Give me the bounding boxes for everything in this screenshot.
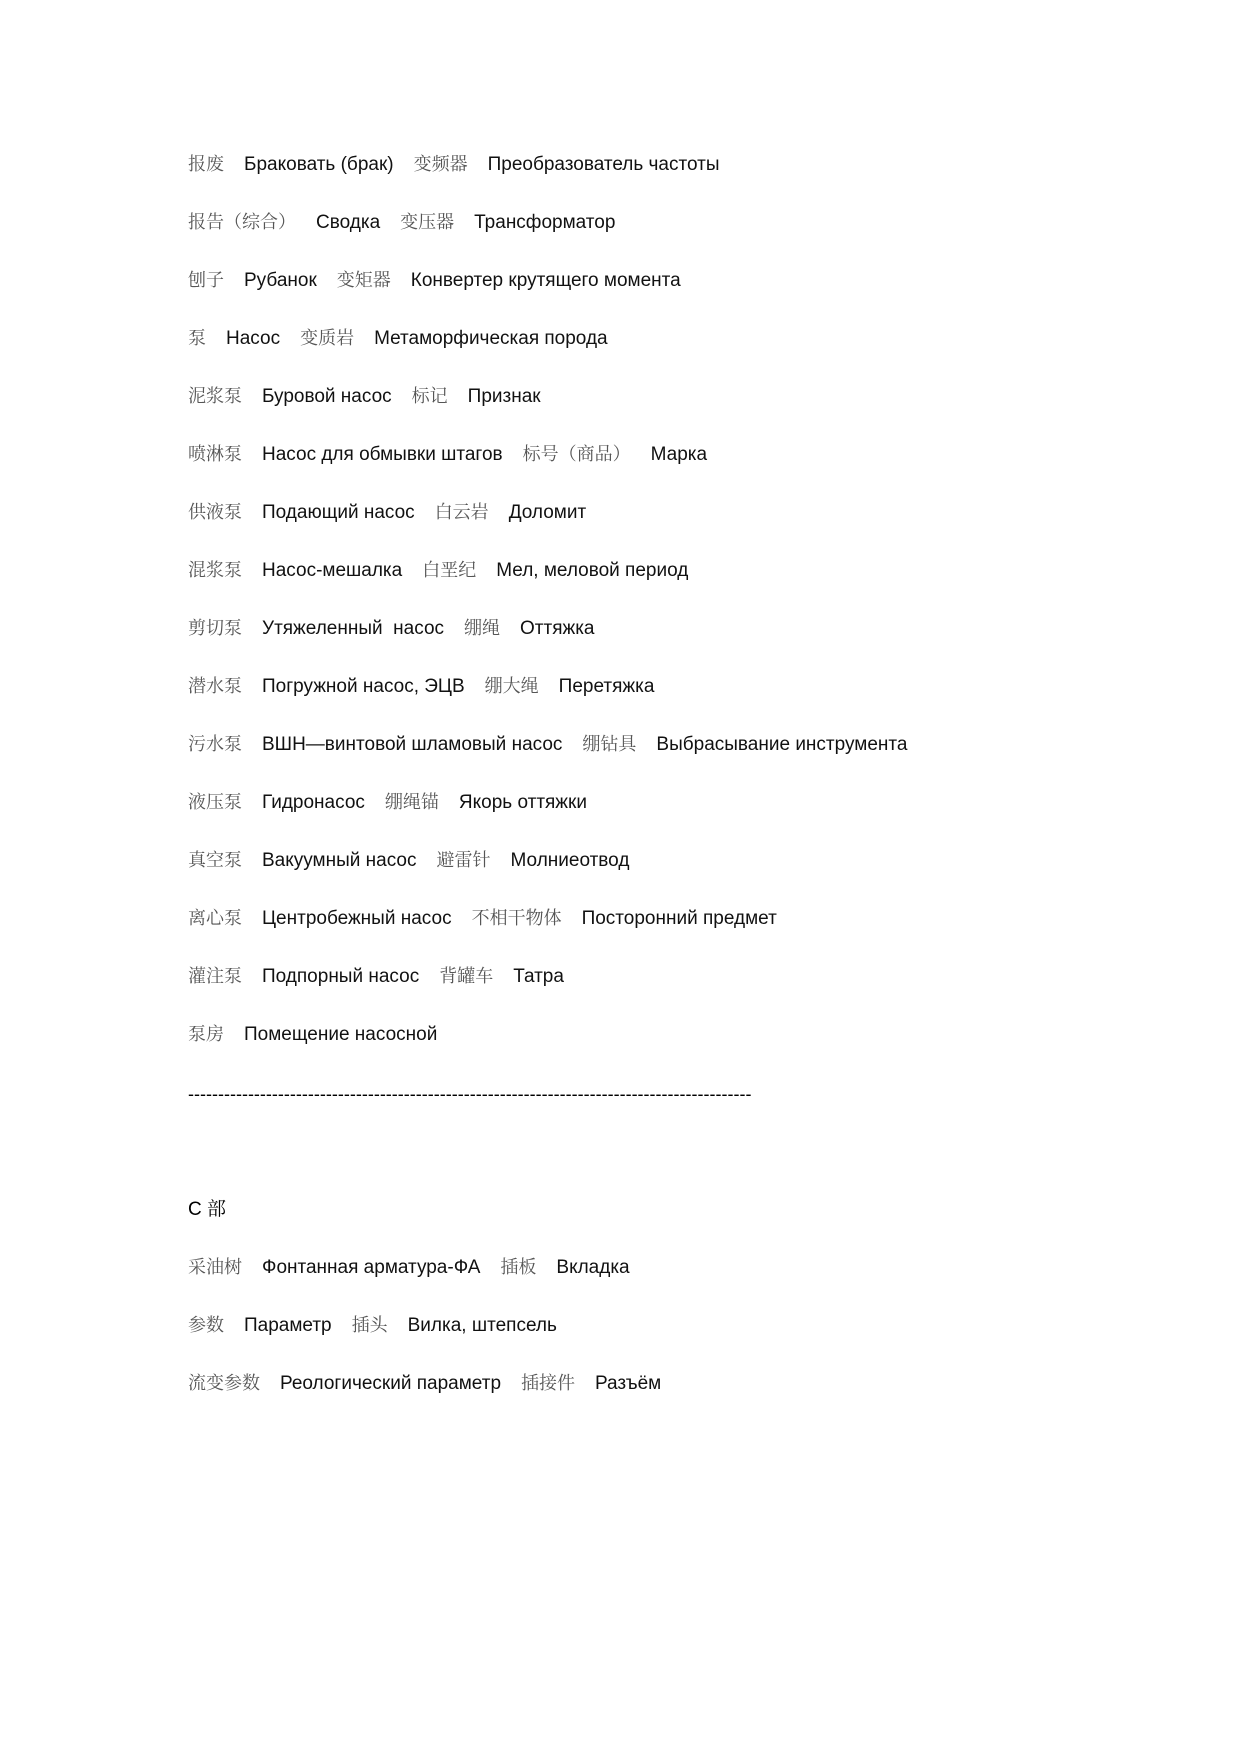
chinese-term: 真空泵 — [188, 850, 242, 871]
glossary-row — [188, 673, 654, 701]
russian-term: Мел, меловой период — [496, 560, 689, 581]
chinese-term: 采油树 — [188, 1257, 242, 1278]
chinese-term: 报告（综合） — [188, 212, 296, 233]
chinese-term: 插板 — [500, 1257, 537, 1278]
chinese-term: 标号（商品） — [522, 444, 631, 465]
chinese-term: 背罐车 — [439, 966, 494, 987]
russian-term: Посторонний предмет — [581, 908, 777, 929]
chinese-term: 绷大绳 — [484, 676, 539, 697]
russian-term: Насос — [226, 328, 281, 349]
russian-term: Реологический параметр — [280, 1373, 502, 1394]
russian-term: Молниеотвод — [510, 850, 630, 871]
glossary-row — [188, 905, 777, 933]
chinese-term: 变质岩 — [300, 328, 355, 349]
russian-term: Марка — [650, 444, 708, 465]
russian-term: Признак — [467, 386, 541, 407]
glossary-row — [188, 441, 707, 469]
russian-term: Вакуумный насос — [262, 850, 417, 871]
chinese-term: 参数 — [188, 1315, 224, 1336]
chinese-term: 变矩器 — [336, 270, 391, 291]
section-separator: ---------------------------------------------------------------------------------------------- — [188, 1084, 752, 1104]
chinese-term: 潜水泵 — [188, 676, 242, 697]
chinese-term: 插头 — [351, 1315, 388, 1336]
glossary-row — [188, 209, 615, 237]
russian-term: Погружной насос, ЭЦВ — [262, 676, 465, 697]
russian-term: Буровой насос — [262, 386, 392, 407]
chinese-term: 白云岩 — [434, 502, 489, 523]
russian-term: Центробежный насос — [262, 908, 452, 929]
chinese-term: 绷绳锚 — [384, 792, 439, 813]
russian-term: Доломит — [508, 502, 587, 523]
glossary-row — [188, 731, 907, 759]
chinese-term: 液压泵 — [188, 792, 242, 813]
chinese-term: 污水泵 — [188, 734, 242, 755]
glossary-row — [188, 1312, 557, 1340]
russian-term: Конвертер крутящего момента — [410, 270, 681, 291]
russian-term: Вкладка — [556, 1257, 630, 1278]
glossary-row — [188, 499, 586, 527]
chinese-term: 泵 — [188, 328, 206, 349]
chinese-term: 标记 — [411, 386, 448, 407]
glossary-row — [188, 789, 587, 817]
russian-term: Трансформатор — [474, 212, 616, 233]
chinese-term: 混浆泵 — [188, 560, 242, 581]
glossary-row — [188, 1254, 630, 1282]
glossary-row — [188, 615, 595, 643]
chinese-term: 流变参数 — [188, 1373, 260, 1394]
chinese-term: 喷淋泵 — [188, 444, 242, 465]
chinese-term: 绷绳 — [464, 618, 501, 639]
russian-term: Выбрасывание инструмента — [656, 734, 908, 755]
russian-term: Метаморфическая порода — [374, 328, 608, 349]
chinese-term: 泥浆泵 — [188, 386, 242, 407]
chinese-term: 报废 — [188, 154, 224, 175]
russian-term: Браковать (брак) — [244, 154, 394, 175]
russian-term: Преобразователь частоты — [487, 154, 720, 175]
russian-term: Вилка, штепсель — [407, 1315, 557, 1336]
chinese-term: 插接件 — [521, 1373, 576, 1394]
russian-term: Гидронасос — [262, 792, 365, 813]
russian-term: Сводка — [316, 212, 381, 233]
chinese-term: 变频器 — [413, 154, 468, 175]
glossary-row — [188, 847, 629, 875]
glossary-row — [188, 383, 541, 411]
glossary-row — [188, 963, 564, 991]
chinese-term: 离心泵 — [188, 908, 242, 929]
chinese-term: 刨子 — [188, 270, 224, 291]
russian-term: Помещение насосной — [244, 1024, 438, 1045]
russian-term: ВШН—винтовой шламовый насос — [262, 734, 563, 755]
section-title: C 部 — [188, 1199, 227, 1220]
russian-term: Разъём — [595, 1373, 662, 1394]
chinese-term: 不相干物体 — [471, 908, 562, 929]
glossary-row — [188, 151, 720, 179]
russian-term: Фонтанная арматура-ФА — [262, 1257, 481, 1278]
russian-term: Утяжеленный насос — [262, 618, 445, 639]
chinese-term: 避雷针 — [436, 850, 491, 871]
russian-term: Рубанок — [244, 270, 317, 291]
chinese-term: 泵房 — [188, 1024, 224, 1045]
glossary-row — [188, 557, 688, 585]
chinese-term: 灌注泵 — [188, 966, 242, 987]
glossary-row — [188, 1370, 661, 1398]
russian-term: Насос-мешалка — [262, 560, 403, 581]
russian-term: Оттяжка — [520, 618, 595, 639]
russian-term: Насос для обмывки штагов — [262, 444, 503, 465]
chinese-term: 供液泵 — [188, 502, 242, 523]
chinese-term: 变压器 — [400, 212, 455, 233]
russian-term: Подпорный насос — [262, 966, 420, 987]
russian-term: Татра — [513, 966, 564, 987]
chinese-term: 白垩纪 — [422, 560, 477, 581]
russian-term: Якорь оттяжки — [458, 792, 587, 813]
chinese-term: 绷钻具 — [582, 734, 637, 755]
russian-term: Перетяжка — [558, 676, 655, 697]
glossary-row — [188, 325, 608, 353]
glossary-row — [188, 267, 681, 295]
russian-term: Подающий насос — [262, 502, 415, 523]
glossary-row — [188, 1021, 437, 1049]
chinese-term: 剪切泵 — [188, 618, 242, 639]
russian-term: Параметр — [244, 1315, 332, 1336]
